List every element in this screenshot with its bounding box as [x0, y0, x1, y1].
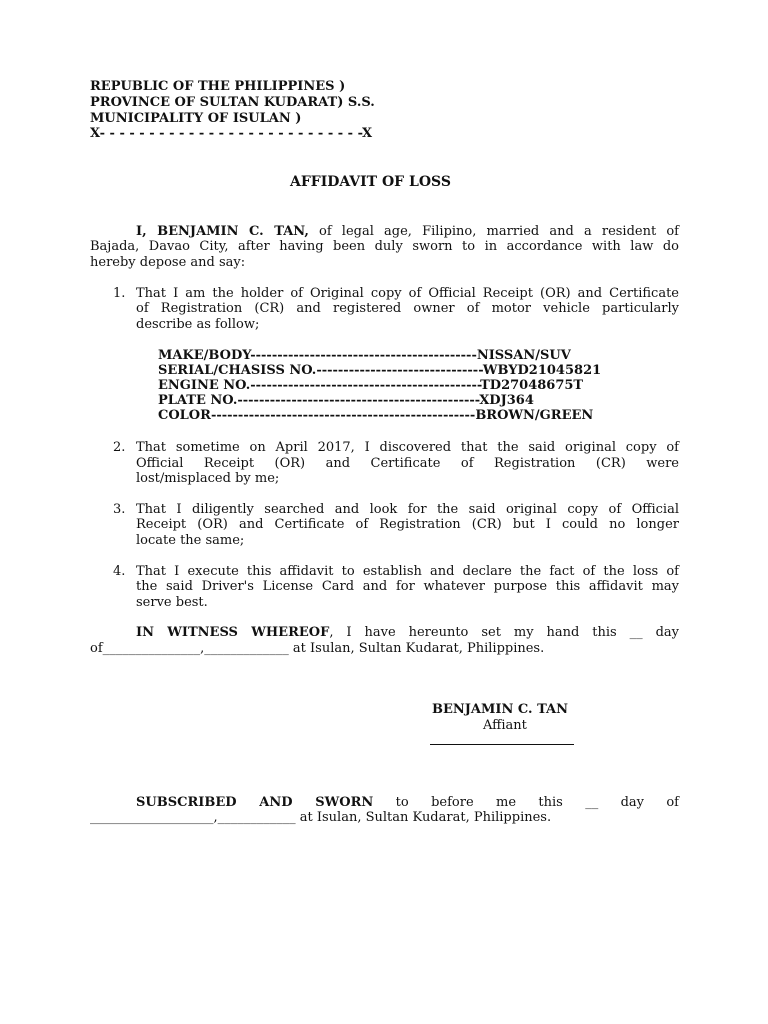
item-2-number: 2. [113, 440, 126, 455]
witness-line-1: IN WITNESS WHEREOF, I have hereunto set my hand this __ day [136, 625, 679, 640]
item-2-line-1: That sometime on April 2017, I discovered that the said original copy of [136, 440, 679, 455]
item-4-line-3: serve best. [136, 595, 208, 610]
item-2-line-3: lost/misplaced by me; [136, 471, 280, 486]
item-1-number: 1. [113, 286, 126, 301]
item-1-line-2: of Registration (CR) and registered owner of motor vehicle particularly [136, 301, 679, 316]
item-4-line-1: That I execute this affidavit to establish and declare the fact of the loss of [136, 564, 679, 579]
page-title: AFFIDAVIT OF LOSS [290, 174, 451, 190]
affiant-name: I, BENJAMIN C. TAN, [136, 224, 309, 239]
item-1-line-3: describe as follow; [136, 317, 260, 332]
jurat-heading: SUBSCRIBED AND SWORN [136, 795, 374, 810]
vehicle-serial: SERIAL/CHASISS NO.-------------------------------WBYD21045821 [158, 363, 602, 378]
jurat-line-2: ___________________,____________ at Isulan, Sultan Kudarat, Philippines. [90, 810, 552, 825]
item-2-line-2: Official Receipt (OR) and Certificate of Registration (CR) were [136, 456, 679, 471]
item-3-number: 3. [113, 502, 126, 517]
intro-line-1: I, BENJAMIN C. TAN, of legal age, Filipino, married and a resident of [136, 224, 679, 239]
item-4-number: 4. [113, 564, 126, 579]
header-municipality: MUNICIPALITY OF ISULAN ) [90, 111, 302, 126]
signatory-role: Affiant [483, 718, 527, 733]
vehicle-make: MAKE/BODY------------------------------------------NISSAN/SUV [158, 348, 571, 363]
jurat-line-1: SUBSCRIBED AND SWORN to before me this __ day of [136, 795, 679, 810]
signatory-name: BENJAMIN C. TAN [432, 702, 568, 717]
intro-line-3: hereby depose and say: [90, 255, 246, 270]
item-4-line-2: the said Driver's License Card and for whatever purpose this affidavit may [136, 579, 679, 594]
header-divider: X- - - - - - - - - - - - - - - - - - - - - - - - - - -X [90, 126, 373, 141]
witness-heading: IN WITNESS WHEREOF [136, 625, 330, 640]
item-3-line-3: locate the same; [136, 533, 245, 548]
item-3-line-2: Receipt (OR) and Certificate of Registration (CR) but I could no longer [136, 517, 679, 532]
vehicle-color: COLOR-------------------------------------------------BROWN/GREEN [158, 408, 594, 423]
vehicle-engine: ENGINE NO.-------------------------------------------TD27048675T [158, 378, 584, 393]
item-3-line-1: That I diligently searched and look for the said original copy of Official [136, 502, 679, 517]
header-republic: REPUBLIC OF THE PHILIPPINES ) [90, 79, 346, 94]
intro-line-2: Bajada, Davao City, after having been duly sworn to in accordance with law do [90, 239, 679, 254]
item-1-line-1: That I am the holder of Original copy of Official Receipt (OR) and Certificate [136, 286, 679, 301]
signature-line [430, 744, 574, 745]
vehicle-plate: PLATE NO.---------------------------------------------XDJ364 [158, 393, 534, 408]
header-province: PROVINCE OF SULTAN KUDARAT) S.S. [90, 95, 375, 110]
witness-line-2: of_______________,_____________ at Isulan, Sultan Kudarat, Philippines. [90, 641, 545, 656]
